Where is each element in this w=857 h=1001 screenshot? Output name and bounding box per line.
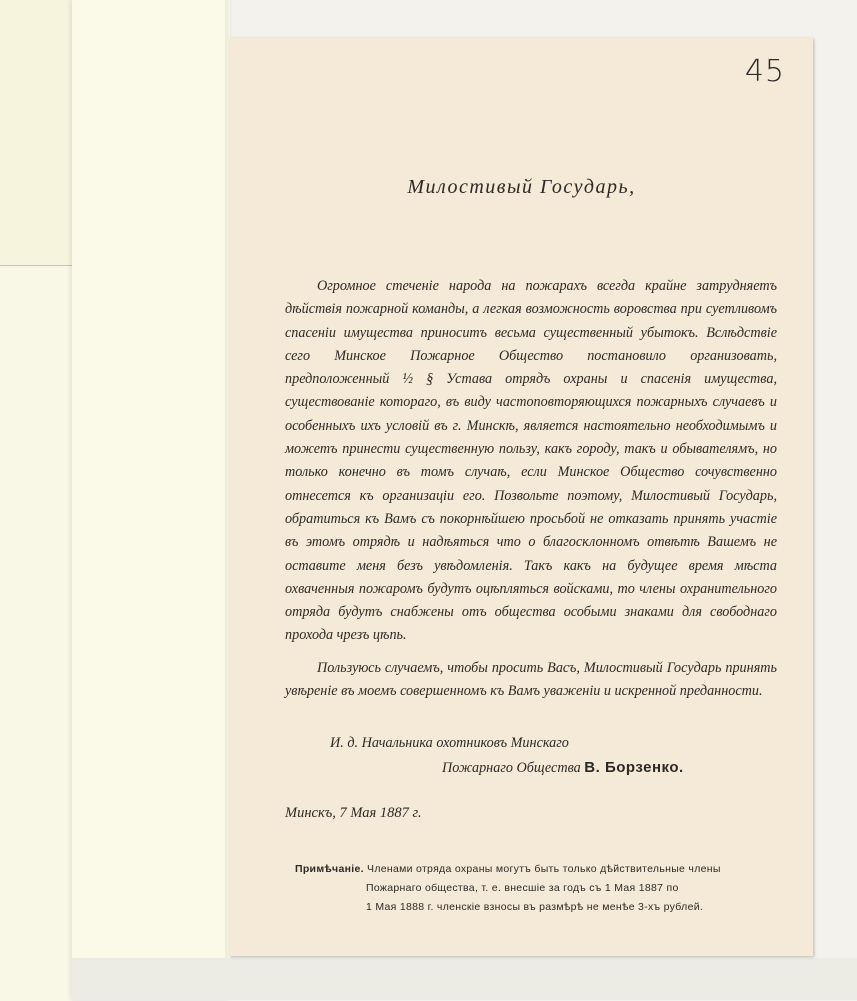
place-and-date: Минскъ, 7 Мая 1887 г. [285,805,422,821]
signature-block [330,732,800,780]
letter-body [285,275,777,703]
footnote-line-2: Пожарнаго общества, т. е. внесшіе за годъ съ 1 Мая 1887 по [366,882,679,894]
left-page-fold [0,265,72,1001]
footnote [295,860,775,917]
letter-sheet [230,38,813,956]
signature-name: В. Борзенко. [584,758,684,776]
letter-paragraph: Огромное стеченіе народа на пожарахъ всегда крайне затрудняетъ дѣйствія пожарной команды, а легкая возможность воровства при суетливомъ спасеніи имущества приноситъ весьма существенный убытокъ. Вслѣдствіе сего Минское Пожарное Общество постановило организовать, предположенный ½ § Устава отрядъ охраны и спасенія имущества, существованіе котораго, въ виду частоповторяющихся пожарныхъ случаевъ и особенныхъ ихъ условій въ г. Минскѣ, является настоятельно необходимымъ и можетъ принести существенную пользу, какъ городу, такъ и обывателямъ, но только конечно въ томъ случаѣ, если Минское Общество сочувственно отнесется къ организаціи его. Позвольте поэтому, Милостивый Государь, обратиться къ Вамъ съ покорнѣйшею просьбой не отказать принять участіе въ этомъ отрядѣ и надѣяться что о благосклонномъ отвѣтѣ Вашемъ не оставите меня безъ увѣдомленія. Такъ какъ на будущее время мѣста охваченныя пожаромъ будутъ оцѣпляться войсками, то члены охранительного отряда будутъ снабжены отъ общества особыми знаками для свободнаго прохода чрезъ цѣпь. [285,278,777,644]
signature-title: И. д. Начальника охотниковъ Минскаго [330,735,569,751]
salutation: Милостивый Государь, [407,176,636,198]
footnote-line-1 [295,860,775,879]
signature-organization [330,756,800,781]
footnote-text-1: Членами отряда охраны могутъ быть только дѣйствительные члены [367,863,721,875]
signature-org-text: Пожарнаго Общества [442,759,581,776]
handwritten-page-number: 45 [744,54,785,89]
underlying-page [72,0,230,1000]
footnote-label: Примѣчаніе. [295,863,364,875]
closing-paragraph: Пользуюсь случаемъ, чтобы просить Васъ, Милостивый Государь принять увѣреніе въ моемъ совершенномъ къ Вамъ уваженіи и искренной преданности. [285,659,777,700]
footnote-line-3: 1 Мая 1888 г. членскіе взносы въ размѣрѣ не менѣе 3-хъ рублей. [366,901,704,913]
table-surface [72,958,857,1000]
